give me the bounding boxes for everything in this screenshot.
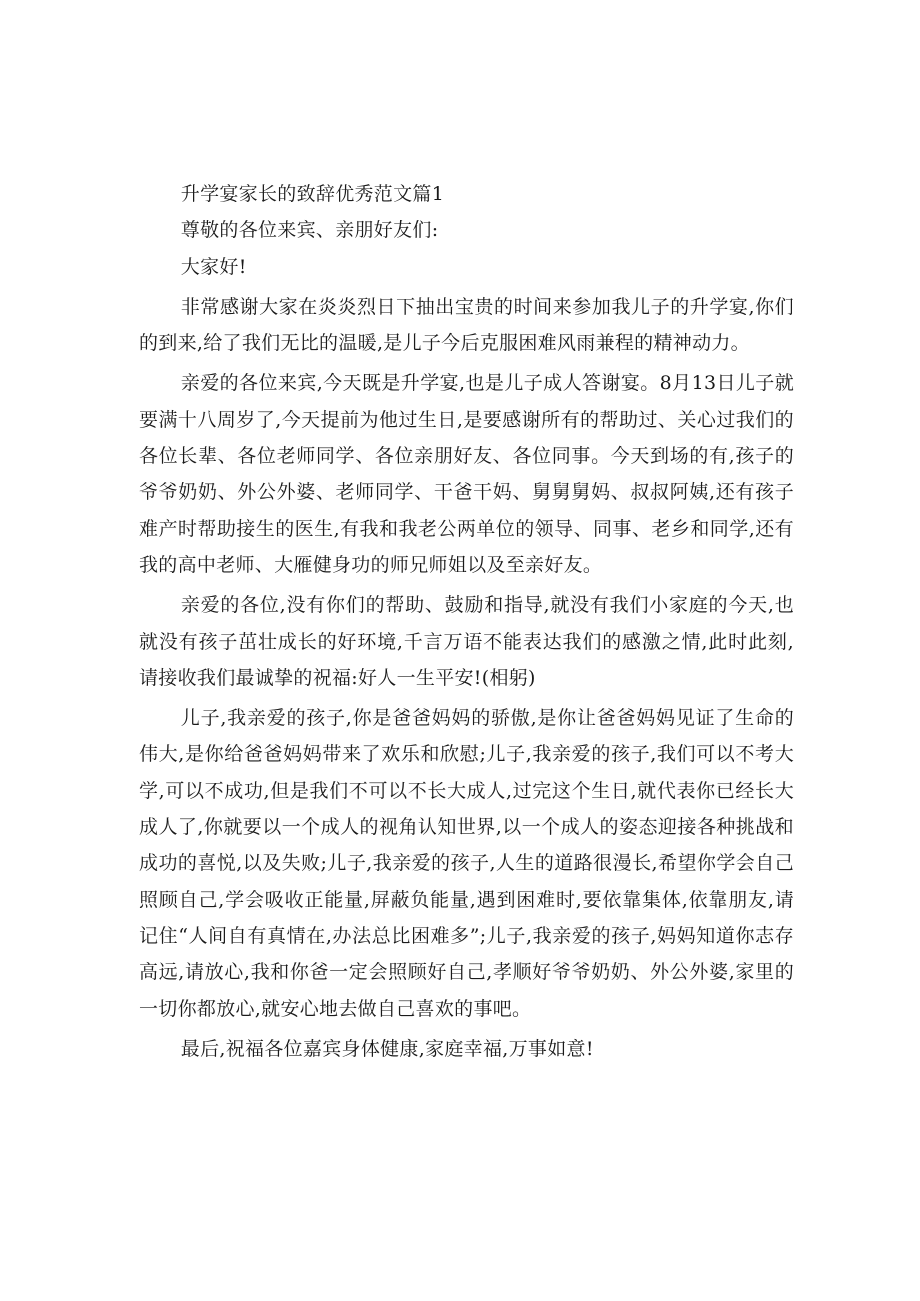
greeting: 大家好! [180, 255, 247, 278]
paragraph-closing: 最后,祝福各位嘉宾身体健康,家庭幸福,万事如意! [180, 1037, 594, 1060]
paragraph-guests: 亲爱的各位来宾,今天既是升学宴,也是儿子成人答谢宴。8月13日儿子就要满十八周岁了,今天提前为他过生日,是要感谢所有的帮助过、关心过我们的各位长辈、各位老师同学、各位亲朋好友、各位同事。今天到场的有,孩子的爷爷奶奶、外公外婆、老师同学、干爸干妈、舅舅舅妈、叔叔阿姨,还有孩子难产时帮助接生的医生,有我和我老公两单位的领导、同事、老乡和同学,还有我的高中老师、大雁健身功的师兄师姐以及至亲好友。 [139, 372, 794, 576]
document-title: 升学宴家长的致辞优秀范文篇1 [180, 183, 445, 205]
document-body [139, 176, 794, 1067]
salutation: 尊敬的各位来宾、亲朋好友们: [180, 219, 439, 242]
paragraph-thanks: 非常感谢大家在炎炎烈日下抽出宝贵的时间来参加我儿子的升学宴,你们的到来,给了我们无比的温暖,是儿子今后克服困难风雨兼程的精神动力。 [139, 295, 794, 355]
paragraph-to-son: 儿子,我亲爱的孩子,你是爸爸妈妈的骄傲,是你让爸爸妈妈见证了生命的伟大,是你给爸爸妈妈带来了欢乐和欣慰;儿子,我亲爱的孩子,我们可以不考大学,可以不成功,但是我们不可以不长大成人,过完这个生日,就代表你已经长大成人了,你就要以一个成人的视角认知世界,以一个成人的姿态迎接各种挑战和成功的喜悦,以及失败;儿子,我亲爱的孩子,人生的道路很漫长,希望你学会自己照顾自己,学会吸收正能量,屏蔽负能量,遇到困难时,要依靠集体,依靠朋友,请记住“人间自有真情在,办法总比困难多”;儿子,我亲爱的孩子,妈妈知道你志存高远,请放心,我和你爸一定会照顾好自己,孝顺好爷爷奶奶、外公外婆,家里的一切你都放心,就安心地去做自己喜欢的事吧。 [139, 707, 794, 1020]
paragraph-gratitude: 亲爱的各位,没有你们的帮助、鼓励和指导,就没有我们小家庭的今天,也就没有孩子茁壮成长的好环境,千言万语不能表达我们的感激之情,此时此刻,请接收我们最诚挚的祝福:好人一生平安!(相躬) [139, 594, 794, 689]
